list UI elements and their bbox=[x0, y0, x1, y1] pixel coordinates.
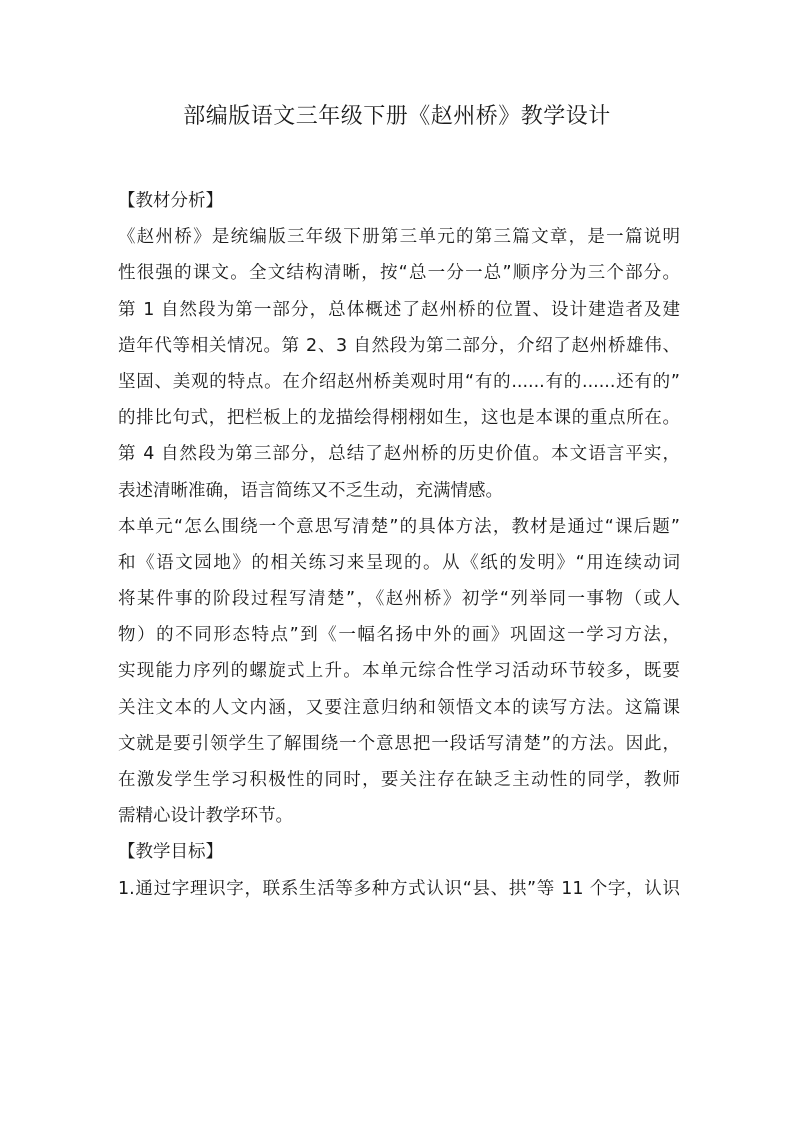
text-line: 第 4 自然段为第三部分，总结了赵州桥的历史价值。本文语言平实， bbox=[118, 444, 680, 465]
text-line: 【教学目标】 bbox=[118, 842, 223, 863]
text-line: 需精心设计教学环节。 bbox=[118, 806, 293, 827]
document-body bbox=[118, 183, 680, 907]
text-line: 坚固、美观的特点。在介绍赵州桥美观时用“有的......有的......还有的” bbox=[118, 371, 680, 392]
text-line: 关注文本的人文内涵，又要注意归纳和领悟文本的读写方法。这篇课 bbox=[118, 697, 680, 718]
text-line: 1.通过字理识字，联系生活等多种方式认识“县、拱”等 11 个字，认识 bbox=[118, 878, 680, 899]
text-line: 造年代等相关情况。第 2、3 自然段为第二部分，介绍了赵州桥雄伟、 bbox=[118, 335, 680, 356]
text-line: 性很强的课文。全文结构清晰，按“总一分一总”顺序分为三个部分。 bbox=[118, 263, 680, 284]
text-line: 《赵州桥》是统编版三年级下册第三单元的第三篇文章，是一篇说明 bbox=[118, 227, 680, 248]
text-line: 本单元“怎么围绕一个意思写清楚”的具体方法，教材是通过“课后题” bbox=[118, 516, 680, 537]
text-line: 在激发学生学习积极性的同时，要关注存在缺乏主动性的同学，教师 bbox=[118, 770, 680, 790]
document-title: 部编版语文三年级下册《赵州桥》教学设计 bbox=[183, 104, 611, 129]
text-line: 物）的不同形态特点”到《一幅名扬中外的画》巩固这一学习方法， bbox=[118, 625, 680, 646]
text-line: 【教材分析】 bbox=[118, 191, 223, 211]
text-line: 实现能力序列的螺旋式上升。本单元综合性学习活动环节较多，既要 bbox=[118, 661, 680, 682]
text-line: 表述清晰准确，语言简练又不乏生动，充满情感。 bbox=[118, 480, 503, 501]
text-line: 文就是要引领学生了解围绕一个意思把一段话写清楚”的方法。因此， bbox=[118, 733, 680, 754]
text-line: 的排比句式，把栏板上的龙描绘得栩栩如生，这也是本课的重点所在。 bbox=[118, 408, 680, 429]
text-line: 和《语文园地》的相关练习来呈现的。从《纸的发明》“用连续动词 bbox=[118, 552, 680, 573]
text-line: 第 1 自然段为第一部分，总体概述了赵州桥的位置、设计建造者及建 bbox=[118, 299, 680, 320]
text-line: 将某件事的阶段过程写清楚”，《赵州桥》初学“列举同一事物（或人 bbox=[118, 589, 680, 610]
